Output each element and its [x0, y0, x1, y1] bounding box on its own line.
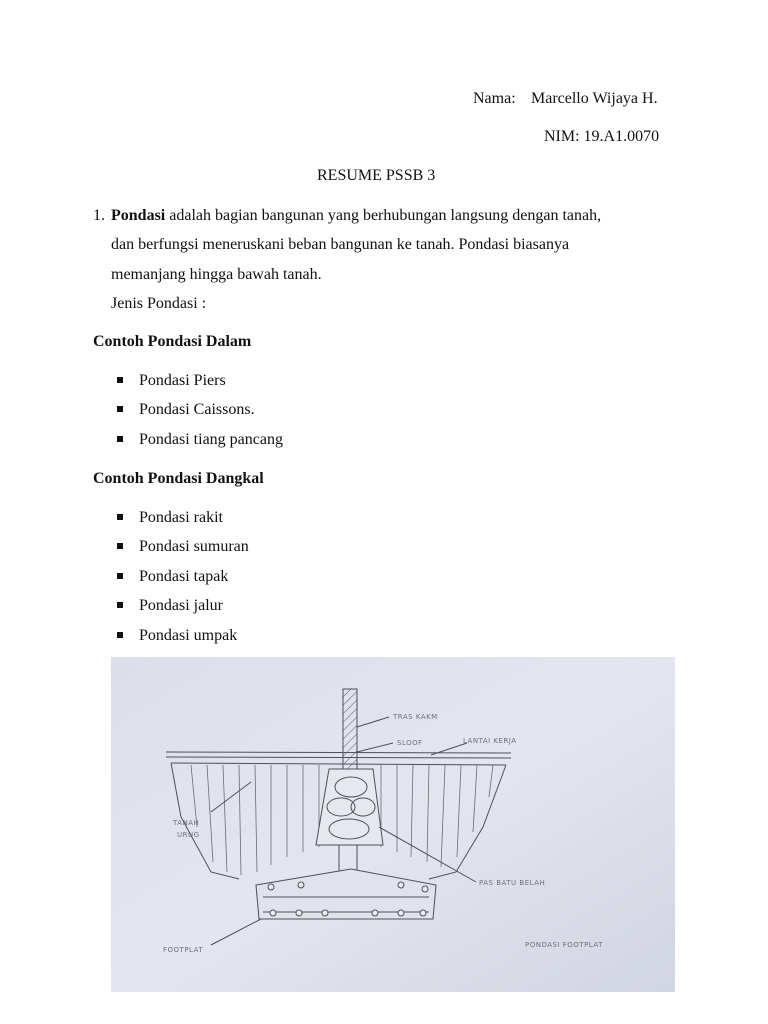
nim-text: NIM: 19.A1.0070	[544, 128, 660, 145]
label-column: TRAS KAKM	[393, 713, 438, 721]
bullet-icon	[117, 377, 123, 383]
page-title: RESUME PSSB 3	[317, 167, 436, 184]
paragraph-line-3: memanjang hingga bawah tanah.	[111, 266, 322, 283]
list-item: Pondasi rakit	[139, 509, 223, 526]
list-item: Pondasi Piers	[139, 372, 226, 389]
bullet-icon	[117, 406, 123, 412]
footplat-sketch	[111, 657, 675, 992]
name-label: Nama:	[473, 90, 516, 107]
heading-pondasi-dangkal: Contoh Pondasi Dangkal	[93, 470, 264, 487]
label-floor: LANTAI KERJA	[463, 737, 517, 745]
bullet-icon	[117, 573, 123, 579]
label-footplat: FOOTPLAT	[163, 946, 204, 954]
paragraph-line-1-rest: adalah bagian bangunan yang berhubungan langsung dengan tanah,	[165, 207, 602, 224]
list-item: Pondasi tapak	[139, 568, 229, 585]
heading-pondasi-dalam: Contoh Pondasi Dalam	[93, 333, 252, 350]
label-tanah: TANAH	[173, 819, 200, 827]
term-pondasi: Pondasi	[111, 207, 166, 224]
paragraph-line-2: dan berfungsi meneruskani beban bangunan ke tanah. Pondasi biasanya	[111, 236, 570, 253]
list-item: Pondasi sumuran	[139, 538, 249, 555]
label-sloof: SLOOF	[397, 739, 423, 747]
paragraph-line-4: Jenis Pondasi :	[111, 295, 207, 312]
list-item: Pondasi jalur	[139, 597, 223, 614]
label-urug: URUG	[177, 831, 200, 839]
list-item: Pondasi umpak	[139, 627, 238, 644]
name-value: Marcello Wijaya H.	[531, 90, 658, 107]
list-item: Pondasi Caissons.	[139, 401, 255, 418]
bullet-icon	[117, 514, 123, 520]
bullet-icon	[117, 543, 123, 549]
bullet-icon	[117, 632, 123, 638]
sketch-caption: PONDASI FOOTPLAT	[525, 941, 603, 949]
section-number: 1.	[93, 207, 105, 224]
paragraph-line-1	[111, 206, 601, 226]
bullet-icon	[117, 436, 123, 442]
bullet-icon	[117, 602, 123, 608]
list-item: Pondasi tiang pancang	[139, 431, 283, 448]
label-stone: PAS BATU BELAH	[479, 879, 546, 887]
